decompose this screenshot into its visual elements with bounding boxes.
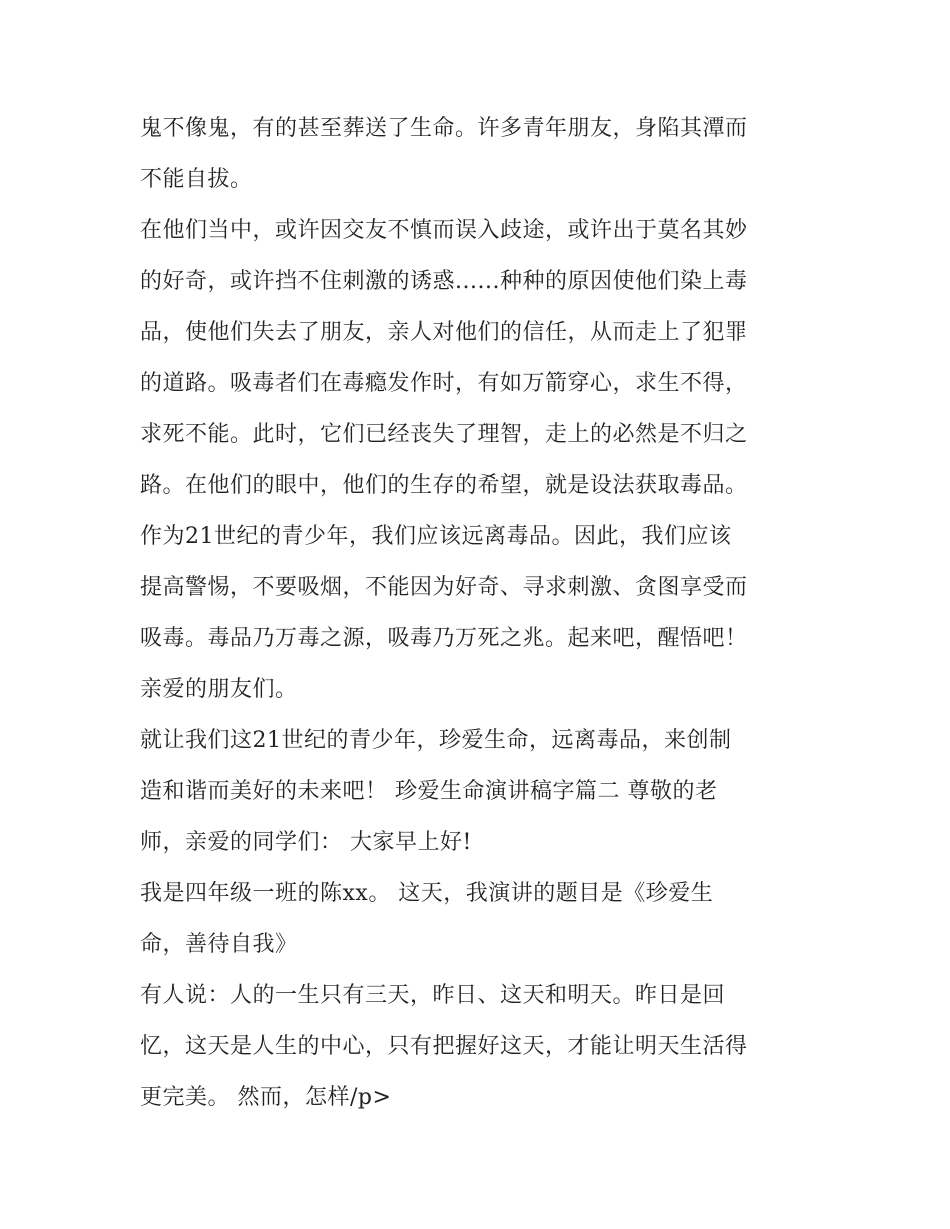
text-line: 更完美。 然而，怎样/p>	[140, 1085, 392, 1110]
text-line: 造和谐而美好的未来吧！ 珍爱生命演讲稿字篇二 尊敬的老	[140, 779, 718, 804]
text-line: 亲爱的朋友们。	[140, 677, 298, 702]
text-line: 作为21世纪的青少年，我们应该远离毒品。因此，我们应该	[140, 524, 732, 549]
text-line: 的道路。吸毒者们在毒瘾发作时，有如万箭穿心，求生不得，	[140, 371, 748, 396]
text-line: 我是四年级一班的陈xx。 这天，我演讲的题目是《珍爱生	[140, 881, 714, 906]
text-line: 吸毒。毒品乃万毒之源，吸毒乃万死之兆。起来吧，醒悟吧！	[140, 626, 748, 651]
text-line: 在他们当中，或许因交友不慎而误入歧途，或许出于莫名其妙	[140, 218, 748, 243]
text-line: 路。在他们的眼中，他们的生存的希望，就是设法获取毒品。	[140, 473, 748, 498]
text-line: 提高警惕，不要吸烟，不能因为好奇、寻求刺激、贪图享受而	[140, 575, 748, 600]
text-line: 师，亲爱的同学们： 大家早上好!	[140, 830, 472, 855]
text-line: 不能自拔。	[140, 167, 253, 192]
text-line: 就让我们这21世纪的青少年，珍爱生命，远离毒品，来创制	[140, 728, 732, 753]
text-line: 命，善待自我》	[140, 932, 298, 957]
text-line: 的好奇，或许挡不住刺激的诱惑......种种的原因使他们染上毒	[140, 269, 748, 294]
document-body	[140, 103, 830, 1123]
text-line: 有人说：人的一生只有三天，昨日、这天和明天。昨日是回	[140, 983, 726, 1008]
text-line: 品，使他们失去了朋友，亲人对他们的信任，从而走上了犯罪	[140, 320, 748, 345]
text-line: 鬼不像鬼，有的甚至葬送了生命。许多青年朋友，身陷其潭而	[140, 116, 748, 141]
text-line: 求死不能。此时，它们已经丧失了理智，走上的必然是不归之	[140, 422, 748, 447]
text-line: 忆，这天是人生的中心，只有把握好这天，才能让明天生活得	[140, 1034, 748, 1059]
